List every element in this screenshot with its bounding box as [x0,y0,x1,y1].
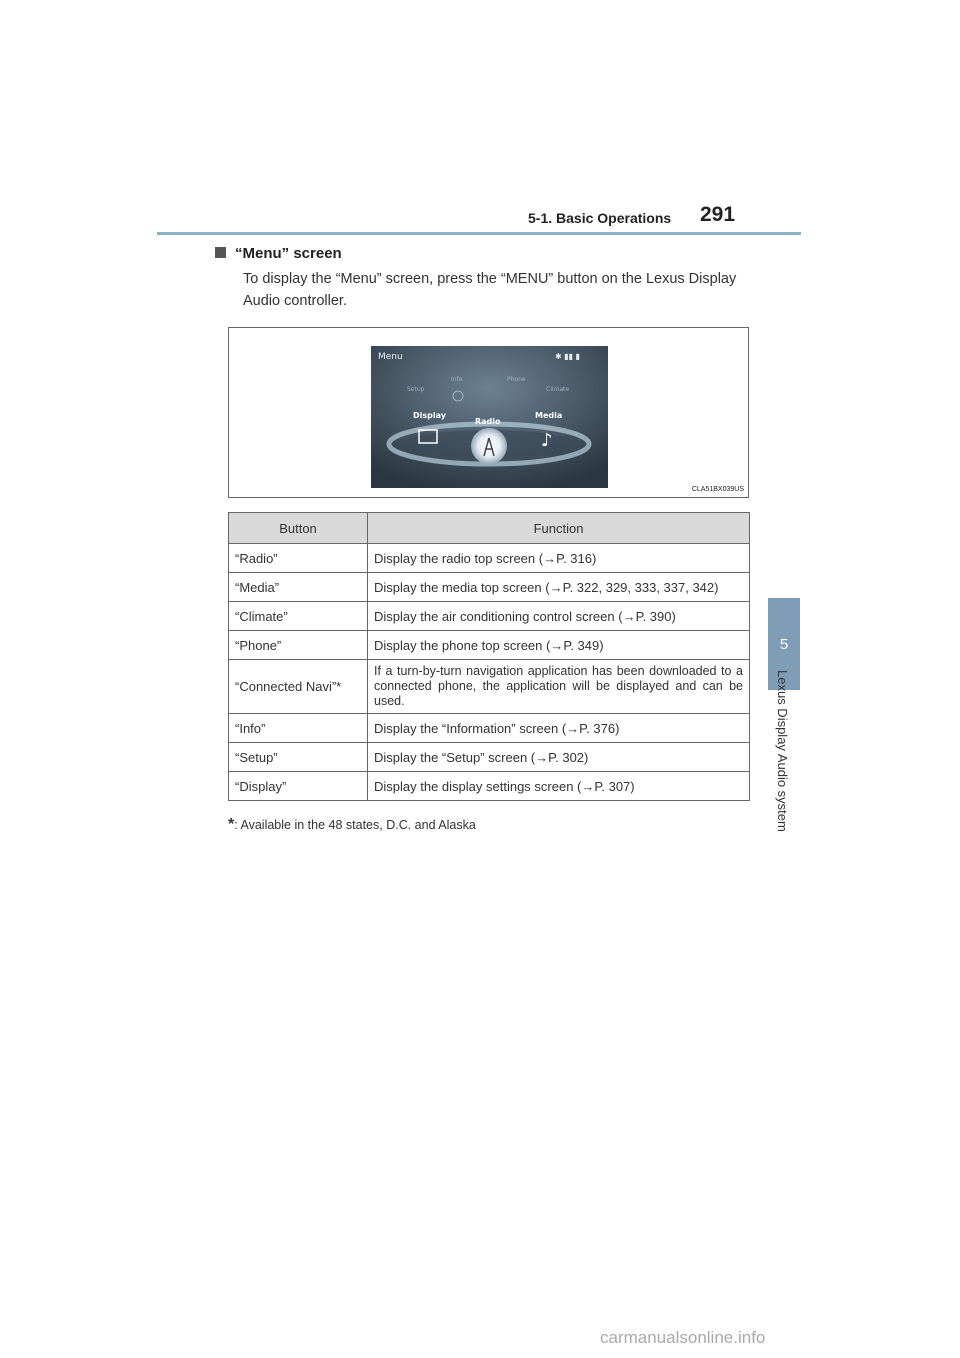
function-cell: Display the “Information” screen (→P. 376) [368,714,750,743]
function-cell: Display the air conditioning control screen (→P. 390) [368,602,750,631]
table-header-row [229,513,750,544]
function-cell: Display the radio top screen (→P. 316) [368,544,750,573]
screen-item-radio: Radio [475,417,501,426]
table-row [229,743,750,772]
table-row [229,602,750,631]
button-cell: “Phone” [229,631,368,660]
chapter-title: Lexus Display Audio system [775,670,790,832]
function-cell: If a turn-by-turn navigation application has been downloaded to a connected phone, the application will be displayed and can be used. [368,660,750,714]
column-header-button: Button [229,513,368,544]
watermark: carmanualsonline.info [600,1328,766,1347]
table-row [229,544,750,573]
screen-item-setup: Setup [407,386,425,393]
screen-item-display: Display [413,411,446,420]
header-rule [157,232,801,235]
table-row [229,714,750,743]
music-note-icon: ♪ [541,430,553,451]
screen-item-media: Media [535,411,563,420]
column-header-function: Function [368,513,750,544]
button-cell: “Info” [229,714,368,743]
figure-code: CLA51BX039US [691,486,744,493]
screen-title: Menu [378,352,403,362]
section-heading: “Menu” screen [215,245,342,262]
table-row [229,660,750,714]
function-cell: Display the display settings screen (→P. 307) [368,772,750,801]
status-icons: ✱ ▮▮ ▮ [555,352,580,361]
button-cell: “Radio” [229,544,368,573]
button-cell: “Connected Navi”* [229,660,368,714]
section-title: 5-1. Basic Operations [528,210,672,226]
table-row [229,631,750,660]
footnote [228,816,476,834]
screen-item-phone: Phone [507,376,526,383]
button-cell: “Climate” [229,602,368,631]
menu-screen-image [371,346,608,488]
function-cell: Display the “Setup” screen (→P. 302) [368,743,750,772]
footnote-text: : Available in the 48 states, D.C. and Alaska [234,818,476,832]
function-cell: Display the phone top screen (→P. 349) [368,631,750,660]
screen-item-info: Info [451,376,463,383]
screen-item-climate: Climate [546,386,570,393]
button-cell: “Media” [229,573,368,602]
intro-paragraph: To display the “Menu” screen, press the “MENU” button on the Lexus Display Audio controller. [243,271,737,309]
square-bullet-icon [215,247,226,258]
menu-screen-figure [228,327,749,498]
page-number: 291 [700,203,736,226]
footnote-mark: * [228,816,235,833]
table-row [229,573,750,602]
function-cell: Display the media top screen (→P. 322, 329, 333, 337, 342) [368,573,750,602]
button-function-table [228,512,750,801]
table-row [229,772,750,801]
button-cell: “Setup” [229,743,368,772]
chapter-tab: 5 [768,598,800,690]
button-cell: “Display” [229,772,368,801]
